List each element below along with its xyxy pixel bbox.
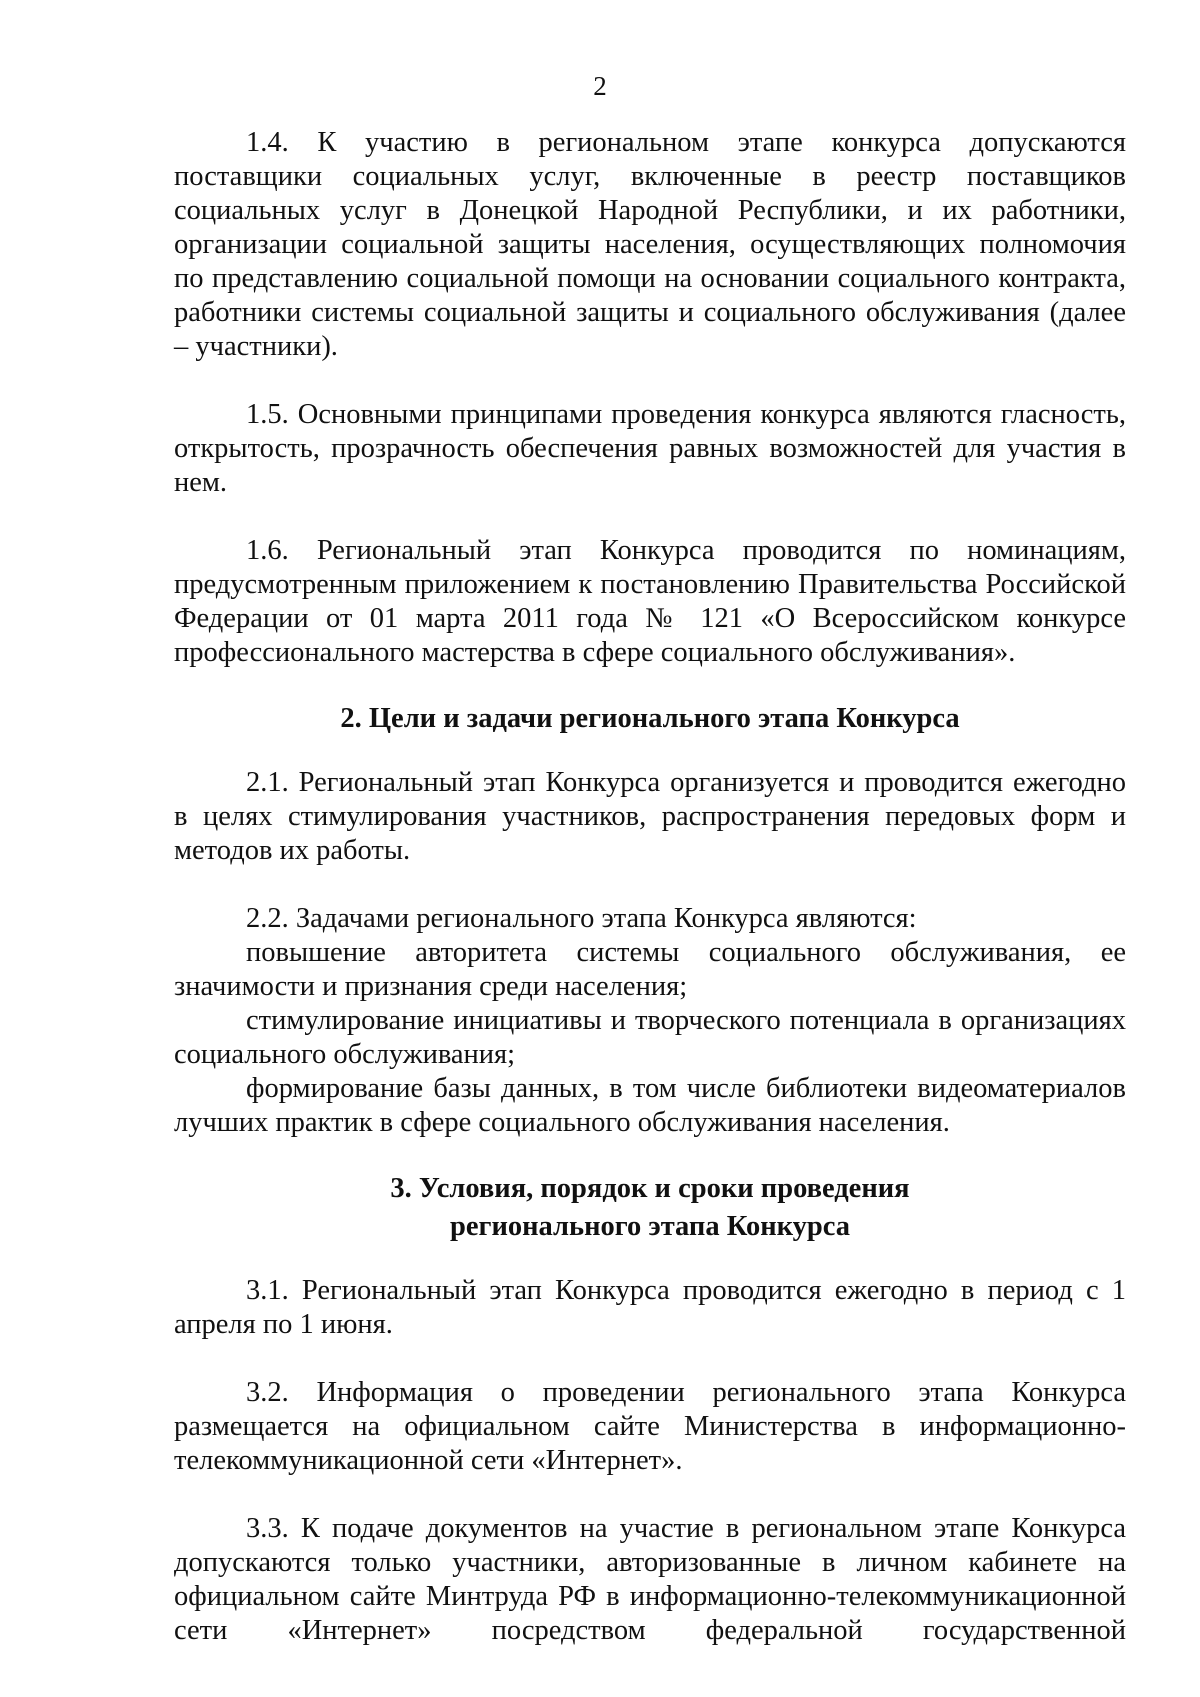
paragraph-2-2: 2.2. Задачами регионального этапа Конкурса являются: [246, 903, 917, 934]
document-body [174, 126, 1126, 1648]
paragraph-2-2-item-2: стимулирование инициативы и творческого потенциала в организациях социального обслуживания; [174, 1005, 1126, 1070]
paragraph-1-4: 1.4. К участию в региональном этапе конкурса допускаются поставщики социальных услуг, включенные в реестр поставщиков социальных услуг в Донецкой Народной Республики, и их работники, организации социальной защиты населения, осуществляющих полномочия по представлению социальной помощи на основании социального контракта, работники системы социальной защиты и социального обслуживания (далее – участники). [174, 127, 1126, 362]
page-number: 2 [593, 71, 607, 101]
paragraph-2-2-item-1: повышение авторитета системы социального обслуживания, ее значимости и признания среди населения; [174, 937, 1126, 1002]
paragraph-3-3: 3.3. К подаче документов на участие в региональном этапе Конкурса допускаются только участники, авторизованные в личном кабинете на официальном сайте Минтруда РФ в информационно-телекоммуникационной сети «Интернет» посредством федеральной государственной [174, 1513, 1126, 1646]
paragraph-1-5: 1.5. Основными принципами проведения конкурса являются гласность, открытость, прозрачность обеспечения равных возможностей для участия в нем. [174, 399, 1126, 498]
section-3-heading-line-1: 3. Условия, порядок и сроки проведения [390, 1173, 910, 1204]
paragraph-2-2-item-3: формирование базы данных, в том числе библиотеки видеоматериалов лучших практик в сфере социального обслуживания населения. [174, 1073, 1126, 1138]
paragraph-1-6: 1.6. Региональный этап Конкурса проводится по номинациям, предусмотренным приложением к постановлению Правительства Российской Федерации от 01 марта 2011 года № 121 «О Всероссийском конкурсе профессионального мастерства в сфере социального обслуживания». [174, 535, 1126, 668]
section-3-heading-line-2: регионального этапа Конкурса [450, 1211, 850, 1242]
paragraph-2-1: 2.1. Региональный этап Конкурса организуется и проводится ежегодно в целях стимулирования участников, распространения передовых форм и методов их работы. [174, 767, 1126, 866]
section-2-heading: 2. Цели и задачи регионального этапа Конкурса [340, 703, 960, 734]
paragraph-3-1: 3.1. Региональный этап Конкурса проводится ежегодно в период с 1 апреля по 1 июня. [174, 1275, 1126, 1340]
section-3-heading [174, 1170, 1126, 1246]
paragraph-3-2: 3.2. Информация о проведении регионального этапа Конкурса размещается на официальном сайте Министерства в информационно-телекоммуникационной сети «Интернет». [174, 1377, 1126, 1476]
